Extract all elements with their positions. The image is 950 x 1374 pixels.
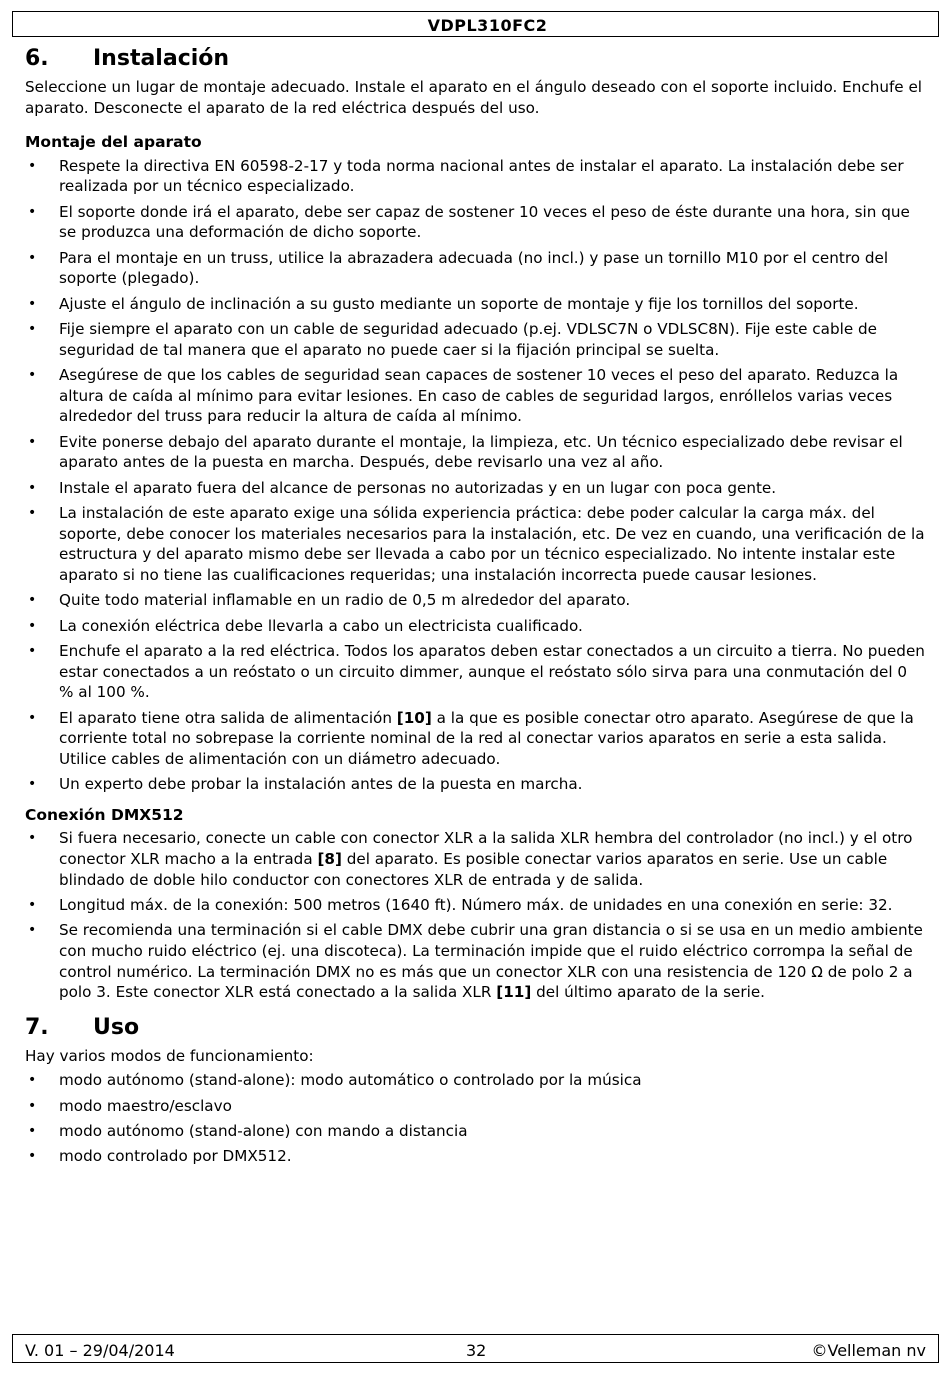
section-heading-use: 7. Uso — [25, 1014, 140, 1040]
list-item: • modo autónomo (stand-alone): modo automático o controlado por la música — [28, 1071, 642, 1090]
list-item: • Evite ponerse debajo del aparato durante el montaje, la limpieza, etc. Un técnico especializado debe revisar el aparato antes de la puesta en marcha. Después, debe revisarlo una vez al año. — [28, 432, 903, 472]
list-item: • Para el montaje en un truss, utilice la abrazadera adecuada (no incl.) y pase un tornillo M10 por el centro del soporte (plegado). — [28, 248, 889, 288]
list-item: • Asegúrese de que los cables de seguridad sean capaces de sostener 10 veces el peso del aparato. Reduzca la altura de caída al mínimo para evitar lesiones. En caso de cables de seguridad largos, enróllelos varias veces alrededor del truss para reducir la altura de caída al mínimo. — [28, 366, 899, 426]
modes-list — [25, 1070, 925, 1167]
list-item: • Fije siempre el aparato con un cable de seguridad adecuado (p.ej. VDLSC7N o VDLSC8N). Fije este cable de seguridad de tal manera que el aparato no puede caer si la fijación principal se suelta. — [28, 320, 877, 359]
list-item: • Respete la directiva EN 60598-2-17 y toda norma nacional antes de instalar el aparato. La instalación debe ser realizada por un técnico especializado. — [28, 156, 904, 196]
reference-number: [10] — [396, 708, 432, 727]
dmx-list — [25, 828, 925, 1002]
version-date: V. 01 – 29/04/2014 — [25, 1341, 175, 1360]
installation-intro: Seleccione un lugar de montaje adecuado. Instale el aparato en el ángulo deseado con el soporte incluido. Enchufe el aparato. Desconecte el aparato de la red eléctrica después del uso. — [25, 78, 923, 117]
list-item: • El soporte donde irá el aparato, debe ser capaz de sostener 10 veces el peso de éste durante una hora, sin que se produzca una deformación de dicho soporte. — [28, 202, 910, 242]
reference-number: [11] — [496, 983, 532, 1002]
model-name: VDPL310FC2 — [427, 16, 548, 35]
page-number: 32 — [466, 1341, 487, 1360]
mounting-list — [25, 156, 925, 795]
list-item: • Si fuera necesario, conecte un cable con conector XLR a la salida XLR hembra del controlador (no incl.) y el otro conector XLR macho a la entrada [8] del aparato. Es posible conectar varios aparatos en serie. Use un cable blindado de doble hilo conductor con conectores XLR de entrada y de salida. — [28, 829, 913, 889]
list-item: • modo autónomo (stand-alone) con mando a distancia — [28, 1122, 468, 1141]
list-item: • Un experto debe probar la instalación antes de la puesta en marcha. — [28, 775, 583, 794]
list-item: • Instale el aparato fuera del alcance de personas no autorizadas y en un lugar con poca gente. — [28, 478, 777, 497]
list-item: • modo maestro/esclavo — [28, 1096, 232, 1115]
list-item: • La conexión eléctrica debe llevarla a cabo un electricista cualificado. — [28, 616, 583, 635]
list-item: • Quite todo material inflamable en un radio de 0,5 m alrededor del aparato. — [28, 591, 631, 610]
list-item: • Longitud máx. de la conexión: 500 metros (1640 ft). Número máx. de unidades en una conexión en serie: 32. — [28, 895, 893, 914]
section-heading-installation: 6. Instalación — [25, 46, 230, 71]
copyright: ©Velleman nv — [811, 1341, 926, 1360]
subheading-dmx: Conexión DMX512 — [25, 805, 184, 824]
list-item: • Enchufe el aparato a la red eléctrica. Todos los aparatos deben estar conectados a un circuito a tierra. No pueden estar conectados a un reóstato o un circuito dimmer, aunque el reóstato sólo sirva para una conmutación del 0 % al 100 %. — [28, 642, 925, 702]
subheading-mounting: Montaje del aparato — [25, 133, 202, 152]
list-item: • Ajuste el ángulo de inclinación a su gusto mediante un soporte de montaje y fije los tornillos del soporte. — [28, 294, 859, 313]
list-item: • Se recomienda una terminación si el cable DMX debe cubrir una gran distancia o si se usa en un medio ambiente con mucho ruido eléctrico (ej. una discoteca). La terminación impide que el ruido eléctrico corrompa la señal de control numérico. La terminación DMX no es más que un conector XLR con una resistencia de 120 Ω de polo 2 a polo 3. Este conector XLR está conectado a la salida XLR [11] del último aparato de la serie. — [28, 921, 923, 1002]
page-footer — [12, 1334, 939, 1363]
list-item: • modo controlado por DMX512. — [28, 1147, 292, 1166]
page-header — [12, 11, 939, 37]
reference-number: [8] — [317, 849, 342, 868]
list-item: • El aparato tiene otra salida de alimentación [10] a la que es posible conectar otro aparato. Asegúrese de que la corriente total no sobrepase la corriente nominal de la red al conectar varios aparatos en serie a esta salida. Utilice cables de alimentación con un diámetro adecuado. — [28, 708, 914, 768]
page-content — [25, 44, 925, 1172]
use-intro: Hay varios modos de funcionamiento: — [25, 1046, 314, 1065]
list-item: • La instalación de este aparato exige una sólida experiencia práctica: debe poder calcular la carga máx. del soporte, debe conocer los materiales necesarios para la instalación, etc. De vez en cuando, una verificación de la estructura y del aparato mismo debe ser llevada a cabo por un técnico especializado. No intente instalar este aparato si no tiene las cualificaciones requeridas; una instalación incorrecta puede causar lesiones. — [28, 504, 925, 584]
